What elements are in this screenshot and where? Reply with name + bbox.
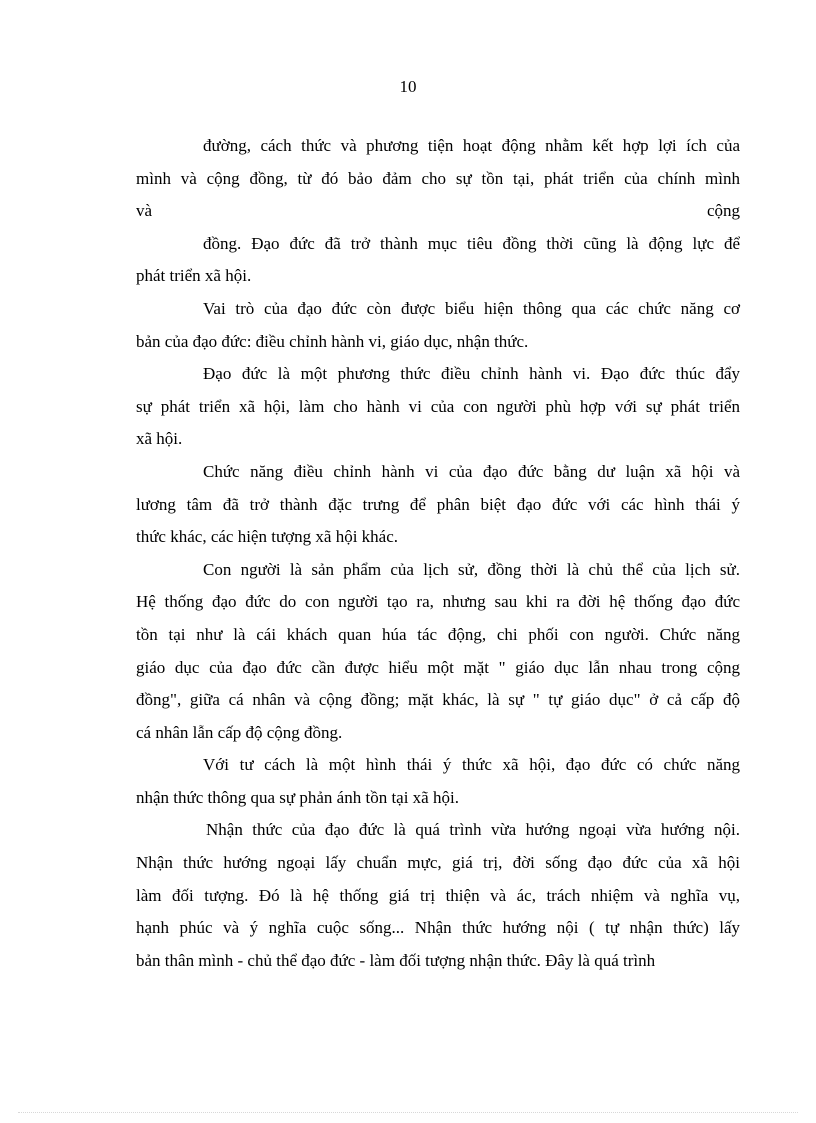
text-line: đường, cách thức và phương tiện hoạt động nhằm kết hợp lợi ích của xyxy=(203,136,740,155)
text-line: tồn tại như là cái khách quan húa tác động, chi phối con người. Chức năng xyxy=(136,624,740,644)
text-line: làm đối tượng. Đó là hệ thống giá trị thiện và ác, trách nhiệm và nghĩa vụ, xyxy=(136,885,740,905)
text-line: thức khác, các hiện tượng xã hội khác. xyxy=(136,527,399,547)
text-line: bản thân mình - chủ thể đạo đức - làm đối tượng nhận thức. Đây là quá trình xyxy=(136,950,656,970)
text-line: Nhận thức hướng ngoại lấy chuẩn mực, giá trị, đời sống đạo đức của xã hội xyxy=(136,853,740,873)
text-line: mình và cộng đồng, từ đó bảo đảm cho sự tồn tại, phát triển của chính mình xyxy=(136,168,740,188)
text-line: Vai trò của đạo đức còn được biểu hiện thông qua các chức năng cơ xyxy=(203,298,740,318)
text-line: giáo dục của đạo đức cần được hiểu một mặt " giáo dục lẫn nhau trong cộng xyxy=(136,657,740,677)
text-line: Đạo đức là một phương thức điều chỉnh hành vi. Đạo đức thúc đẩy xyxy=(203,364,740,384)
page-edge-divider xyxy=(18,1112,798,1113)
text-line: Chức năng điều chỉnh hành vi của đạo đức bằng dư luận xã hội và xyxy=(203,461,740,481)
text-line: Nhận thức của đạo đức là quá trình vừa hướng ngoại vừa hướng nội. xyxy=(206,820,740,840)
text-line: sự phát triển xã hội, làm cho hành vi của con người phù hợp với sự phát triển xyxy=(136,396,740,416)
text-line xyxy=(136,195,740,228)
text-line: cá nhân lẫn cấp độ cộng đồng. xyxy=(136,722,343,742)
text-line: xã hội. xyxy=(136,429,183,449)
text-line: lương tâm đã trở thành đặc trưng để phân biệt đạo đức với các hình thái ý xyxy=(136,494,740,514)
text-line: Con người là sản phẩm của lịch sử, đồng thời là chủ thể của lịch sử. xyxy=(203,559,740,579)
text-fragment: cộng xyxy=(706,201,740,221)
page-number: 10 xyxy=(399,77,417,96)
text-line: đồng", giữa cá nhân và cộng đồng; mặt khác, là sự " tự giáo dục" ở cả cấp độ xyxy=(136,690,740,710)
text-line: bản của đạo đức: điều chỉnh hành vi, giáo dục, nhận thức. xyxy=(136,331,529,351)
text-line: đồng. Đạo đức đã trở thành mục tiêu đồng thời cũng là động lực để xyxy=(203,233,740,253)
text-line: hạnh phúc và ý nghĩa cuộc sống... Nhận thức hướng nội ( tự nhận thức) lấy xyxy=(136,918,740,938)
text-line: nhận thức thông qua sự phản ánh tồn tại xã hội. xyxy=(136,787,459,807)
text-line: Hệ thống đạo đức do con người tạo ra, nhưng sau khi ra đời hệ thống đạo đức xyxy=(136,592,740,612)
text-line: phát triển xã hội. xyxy=(136,266,252,286)
text-fragment: và xyxy=(136,201,153,221)
text-line: Với tư cách là một hình thái ý thức xã hội, đạo đức có chức năng xyxy=(203,755,740,775)
body-text xyxy=(136,130,740,977)
